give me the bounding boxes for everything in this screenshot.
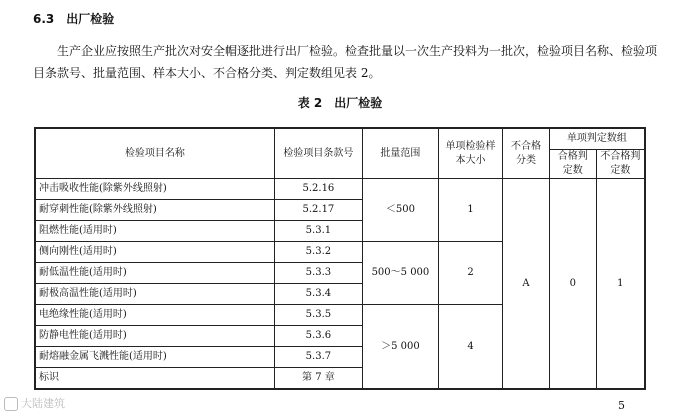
header-judgement-group: 单项判定数组	[549, 128, 645, 150]
sample-size-cell: 2	[438, 242, 502, 305]
section-title: 出厂检验	[66, 12, 115, 26]
header-clause: 检验项目条款号	[274, 128, 362, 179]
row-item-name: 耐极高温性能(适用时)	[35, 284, 274, 305]
row-clause: 5.3.3	[274, 263, 362, 284]
row-item-name: 标识	[35, 368, 274, 390]
row-item-name: 冲击吸收性能(除紫外线照射)	[35, 179, 274, 200]
row-item-name: 电绝缘性能(适用时)	[35, 305, 274, 326]
batch-range-cell: 500～5 000	[362, 242, 438, 305]
row-item-name: 阻燃性能(适用时)	[35, 221, 274, 242]
row-clause: 5.3.6	[274, 326, 362, 347]
sample-size-cell: 1	[438, 179, 502, 242]
row-item-name: 耐穿刺性能(除紫外线照射)	[35, 200, 274, 221]
row-clause: 5.3.2	[274, 242, 362, 263]
batch-range-cell: ＜500	[362, 179, 438, 242]
row-clause: 5.2.17	[274, 200, 362, 221]
row-clause: 5.2.16	[274, 179, 362, 200]
watermark-logo-icon	[4, 397, 18, 411]
row-item-name: 耐熔融金属飞溅性能(适用时)	[35, 347, 274, 368]
sample-size-cell: 4	[438, 305, 502, 390]
nonconformity-class-cell: A	[503, 179, 550, 390]
header-batch-range: 批量范围	[362, 128, 438, 179]
row-item-name: 侧向刚性(适用时)	[35, 242, 274, 263]
body-paragraph: 生产企业应按照生产批次对安全帽逐批进行出厂检验。检查批量以一次生产投料为一批次，检验项目名称、检验项目条款号、批量范围、样本大小、不合格分类、判定数组见表 2。	[33, 44, 658, 80]
batch-range-cell: ＞5 000	[362, 305, 438, 390]
header-item-name: 检验项目名称	[35, 128, 274, 179]
row-clause: 5.3.1	[274, 221, 362, 242]
row-item-name: 防静电性能(适用时)	[35, 326, 274, 347]
section-heading	[33, 10, 114, 27]
row-clause: 第 7 章	[274, 368, 362, 390]
table-row	[35, 179, 645, 200]
row-clause: 5.3.5	[274, 305, 362, 326]
row-clause: 5.3.4	[274, 284, 362, 305]
header-reject: 不合格判定数	[596, 150, 645, 179]
row-item-name: 耐低温性能(适用时)	[35, 263, 274, 284]
accept-number-cell: 0	[549, 179, 596, 390]
watermark-text: 大陆建筑	[21, 397, 65, 410]
header-sample-size: 单项检验样本大小	[438, 128, 502, 179]
section-number: 6.3	[33, 12, 55, 26]
watermark	[4, 395, 65, 411]
table-header-row-1	[35, 128, 645, 150]
reject-number-cell: 1	[596, 179, 645, 390]
page-number: 5	[618, 399, 625, 412]
table-caption: 表 2 出厂检验	[297, 96, 383, 110]
header-nonconformity: 不合格分类	[503, 128, 550, 179]
header-accept: 合格判定数	[549, 150, 596, 179]
inspection-table	[34, 127, 646, 390]
row-clause: 5.3.7	[274, 347, 362, 368]
